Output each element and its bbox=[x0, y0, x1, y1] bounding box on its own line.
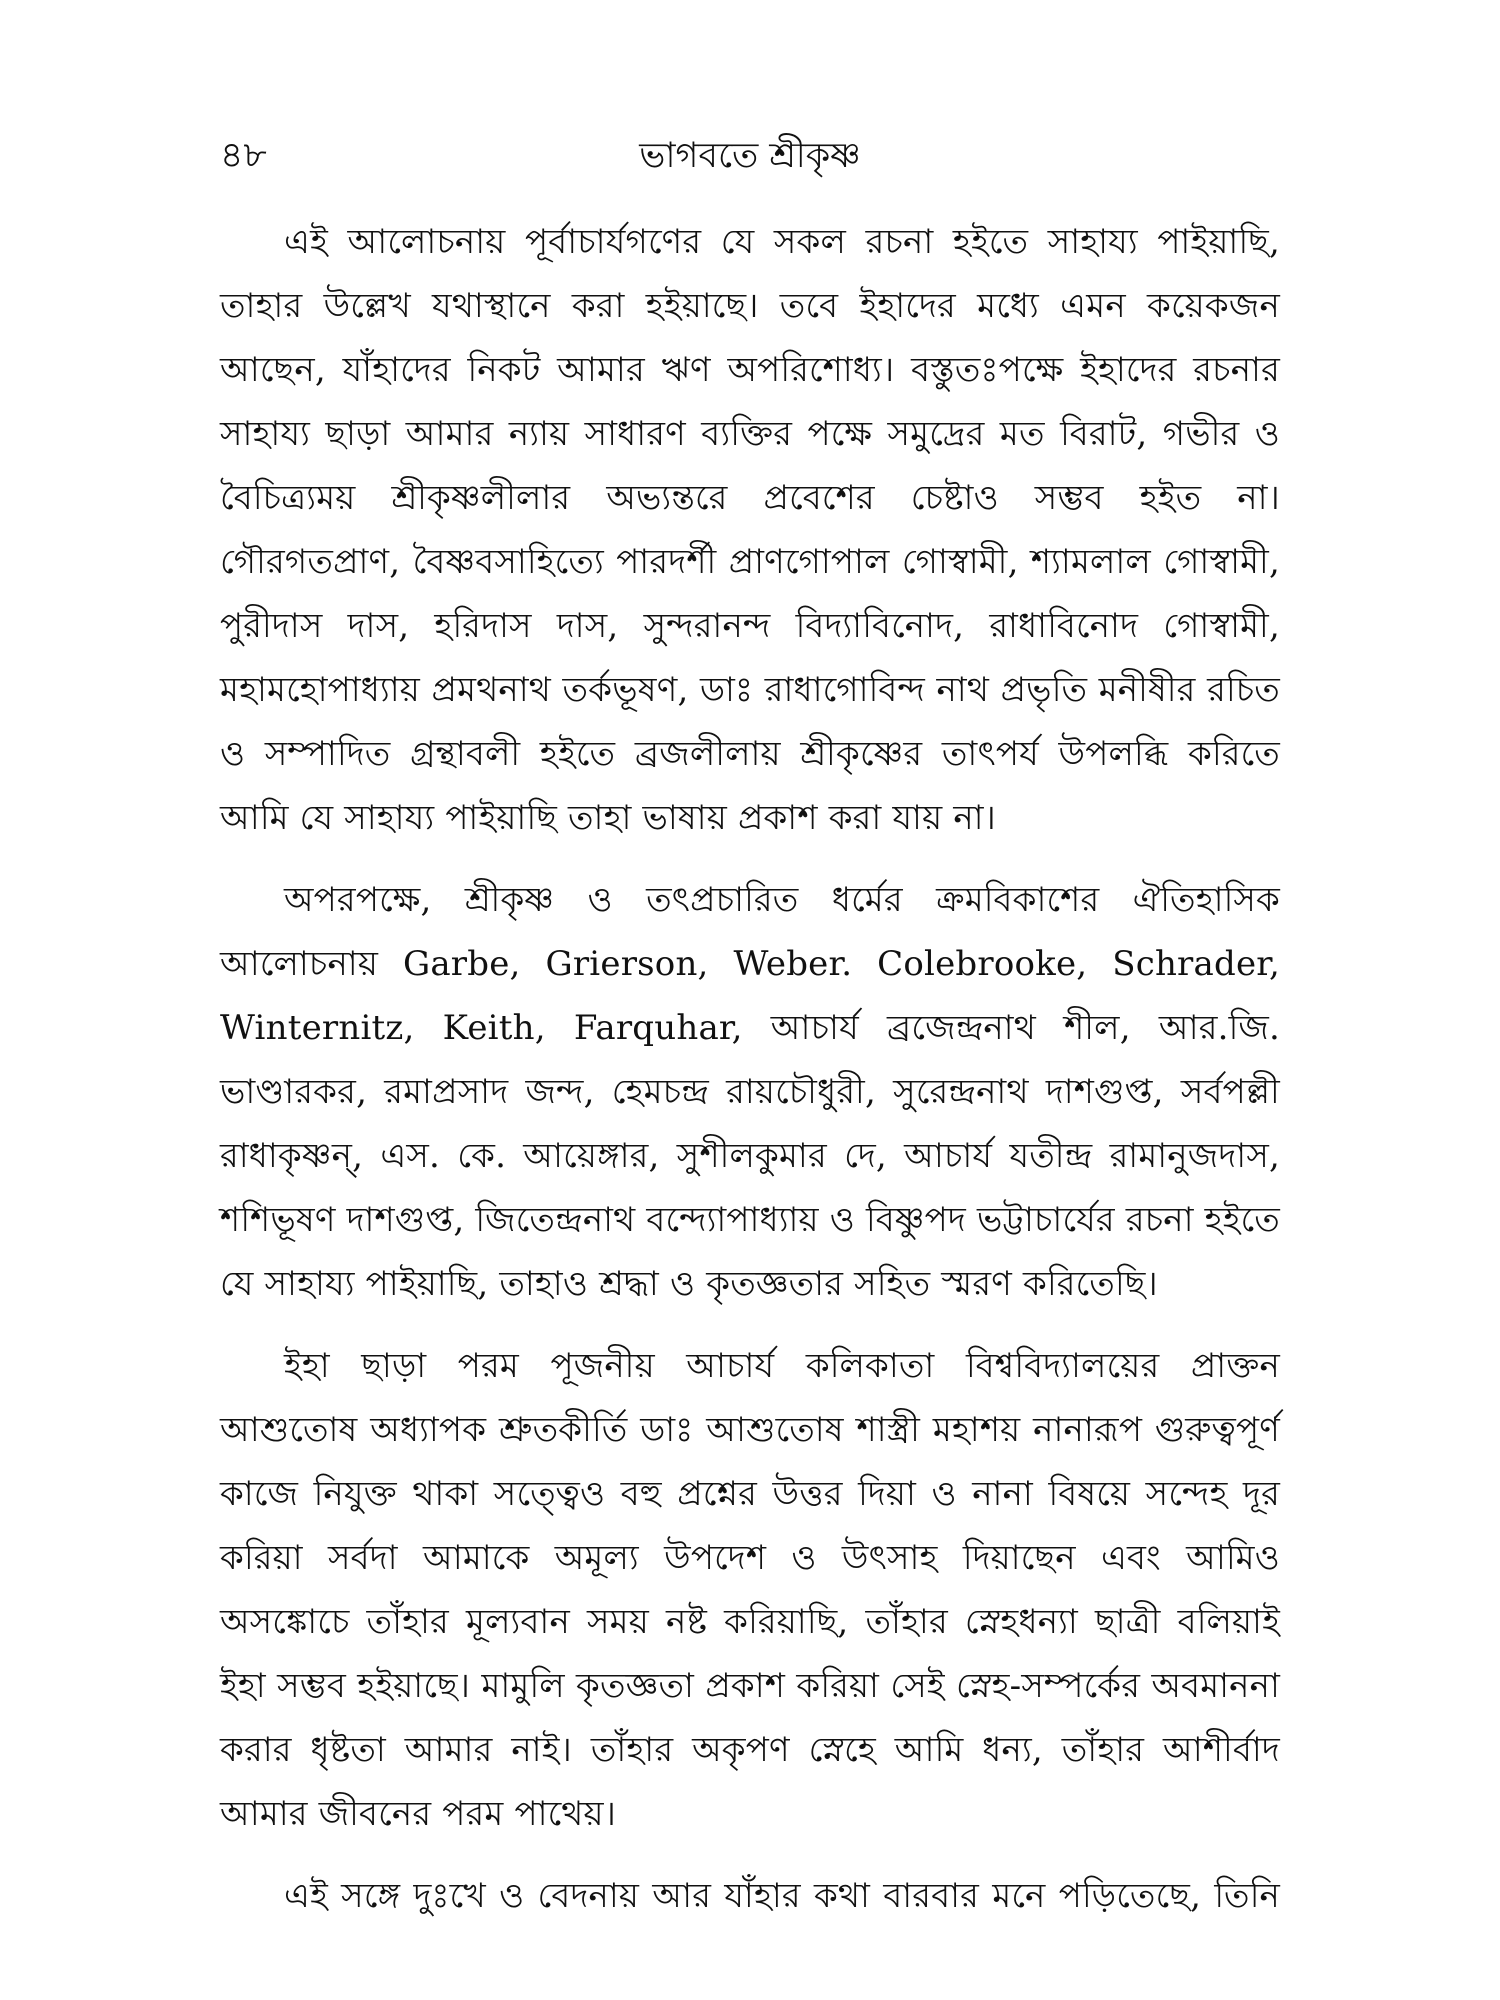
page-header bbox=[220, 118, 1280, 178]
running-title: ভাগবতে শ্রীকৃষ্ণ bbox=[639, 136, 861, 176]
paragraph-continuation: এই সঙ্গে দুঃখে ও বেদনায় আর যাঁহার কথা বারবার মনে পড়িতেছে, তিনি bbox=[284, 1876, 1280, 1916]
page-number: ৪৮ bbox=[220, 135, 267, 176]
body-text bbox=[220, 210, 1280, 1916]
paragraph-historical-scholars: অপরপক্ষে, শ্রীকৃষ্ণ ও তৎপ্রচারিত ধর্মের ক্রমবিকাশের ঐতিহাসিক আলোচনায় Garbe, Grierson, Weber. Colebrooke, Schrader, Winternitz, Keith, Farquhar, আচার্য ব্রজেন্দ্রনাথ শীল, আর.জি. ভাণ্ডারকর, রমাপ্রসাদ জন্দ, হেমচন্দ্র রায়চৌধুরী, সুরেন্দ্রনাথ দাশগুপ্ত, সর্বপল্লী রাধাকৃষ্ণন্, এস. কে. আয়েঙ্গার, সুশীলকুমার দে, আচার্য যতীন্দ্র রামানুজদাস, শশিভূষণ দাশগুপ্ত, জিতেন্দ্রনাথ বন্দ্যোপাধ্যায় ও বিষ্ণুপদ ভট্টাচার্যের রচনা হইতে যে সাহায্য পাইয়াছি, তাহাও শ্রদ্ধা ও কৃতজ্ঞতার সহিত স্মরণ করিতেছি। bbox=[220, 880, 1280, 1304]
paragraph-teacher-gratitude: ইহা ছাড়া পরম পূজনীয় আচার্য কলিকাতা বিশ্ববিদ্যালয়ের প্রাক্তন আশুতোষ অধ্যাপক শ্রুতকীর্তি ডাঃ আশুতোষ শাস্ত্রী মহাশয় নানারূপ গুরুত্বপূর্ণ কাজে নিযুক্ত থাকা সত্ত্বেও বহু প্রশ্নের উত্তর দিয়া ও নানা বিষয়ে সন্দেহ দূর করিয়া সর্বদা আমাকে অমূল্য উপদেশ ও উৎসাহ দিয়াছেন এবং আমিও অসঙ্কোচে তাঁহার মূল্যবান সময় নষ্ট করিয়াছি, তাঁহার স্নেহধন্যা ছাত্রী বলিয়াই ইহা সম্ভব হইয়াছে। মামুলি কৃতজ্ঞতা প্রকাশ করিয়া সেই স্নেহ-সম্পর্কের অবমাননা করার ধৃষ্টতা আমার নাই। তাঁহার অকৃপণ স্নেহে আমি ধন্য, তাঁহার আশীর্বাদ আমার জীবনের পরম পাথেয়। bbox=[220, 1346, 1280, 1834]
paragraph-acknowledgement-predecessors: এই আলোচনায় পূর্বাচার্যগণের যে সকল রচনা হইতে সাহায্য পাইয়াছি, তাহার উল্লেখ যথাস্থানে করা হইয়াছে। তবে ইহাদের মধ্যে এমন কয়েকজন আছেন, যাঁহাদের নিকট আমার ঋণ অপরিশোধ্য। বস্তুতঃপক্ষে ইহাদের রচনার সাহায্য ছাড়া আমার ন্যায় সাধারণ ব্যক্তির পক্ষে সমুদ্রের মত বিরাট, গভীর ও বৈচিত্র্যময় শ্রীকৃষ্ণলীলার অভ্যন্তরে প্রবেশের চেষ্টাও সম্ভব হইত না। গৌরগতপ্রাণ, বৈষ্ণবসাহিত্যে পারদর্শী প্রাণগোপাল গোস্বামী, শ্যামলাল গোস্বামী, পুরীদাস দাস, হরিদাস দাস, সুন্দরানন্দ বিদ্যাবিনোদ, রাধাবিনোদ গোস্বামী, মহামহোপাধ্যায় প্রমথনাথ তর্কভূষণ, ডাঃ রাধাগোবিন্দ নাথ প্রভৃতি মনীষীর রচিত ও সম্পাদিত গ্রন্থাবলী হইতে ব্রজলীলায় শ্রীকৃষ্ণের তাৎপর্য উপলব্ধি করিতে আমি যে সাহায্য পাইয়াছি তাহা ভাষায় প্রকাশ করা যায় না। bbox=[220, 222, 1280, 838]
